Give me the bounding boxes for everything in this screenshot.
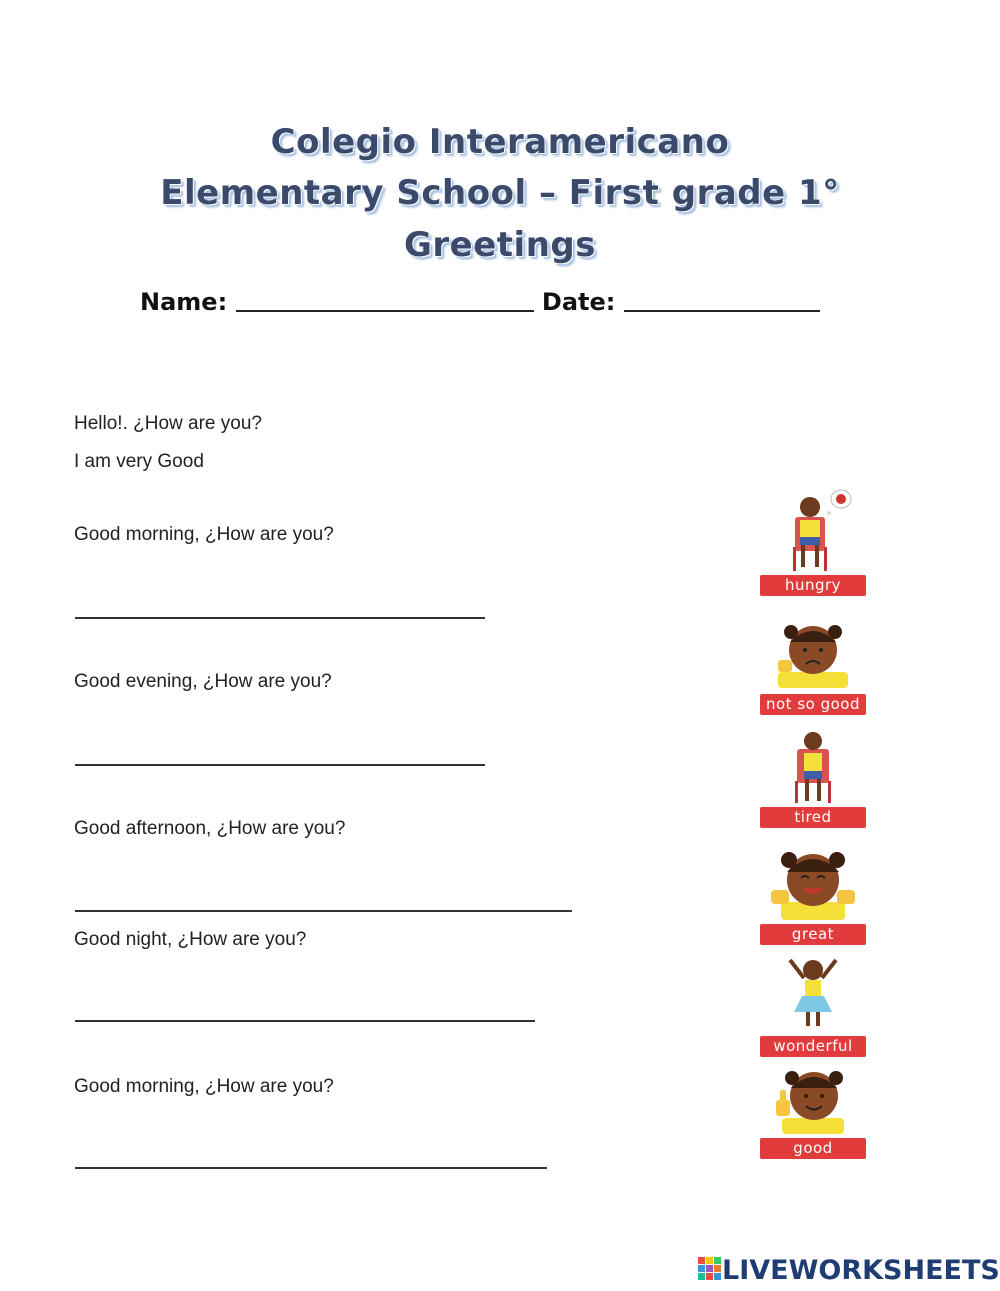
answer-line-5[interactable] [75,1167,547,1169]
grade-title: Elementary School – First grade 1° [160,173,840,213]
mood-card-good [760,1066,866,1159]
name-field[interactable] [236,310,534,312]
brand-name: LIVEWORKSHEETS [722,1254,1000,1286]
school-title: Colegio Interamericano [270,122,730,162]
answer-line-1[interactable] [75,617,485,619]
hungry-girl-icon [773,487,853,573]
answer-line-2[interactable] [75,764,485,766]
answer-line-3[interactable] [75,910,572,912]
question-4: Good night, ¿How are you? [74,929,307,950]
question-3: Good afternoon, ¿How are you? [74,818,346,839]
answer-line-4[interactable] [75,1020,535,1022]
great-girl-icon [765,846,861,920]
question-5: Good morning, ¿How are you? [74,1076,334,1097]
intro-answer: I am very Good [74,451,204,472]
mood-label-not-so-good: not so good [760,694,866,715]
liveworksheets-logo [698,1255,1000,1285]
mood-label-tired: tired [760,807,866,828]
wonderful-girl-icon [778,956,848,1034]
good-girl-icon [768,1066,858,1134]
mood-label-hungry: hungry [760,575,866,596]
name-date-row [140,288,820,316]
mood-label-good: good [760,1138,866,1159]
liveworksheets-logo-icon [698,1257,722,1283]
intro-question: Hello!. ¿How are you? [74,413,262,434]
mood-card-tired [760,729,866,828]
mood-card-great [760,846,866,945]
topic-title: Greetings [404,225,596,265]
question-1: Good morning, ¿How are you? [74,524,334,545]
date-label: Date: [541,288,616,316]
mood-label-wonderful: wonderful [760,1036,866,1057]
mood-label-great: great [760,924,866,945]
question-2: Good evening, ¿How are you? [74,671,332,692]
mood-card-hungry [760,487,866,596]
date-field[interactable] [624,310,820,312]
name-label: Name: [140,288,228,316]
not-so-good-girl-icon [768,620,858,688]
mood-card-wonderful [760,956,866,1057]
mood-card-not-so-good [760,620,866,715]
tired-girl-icon [783,729,843,805]
